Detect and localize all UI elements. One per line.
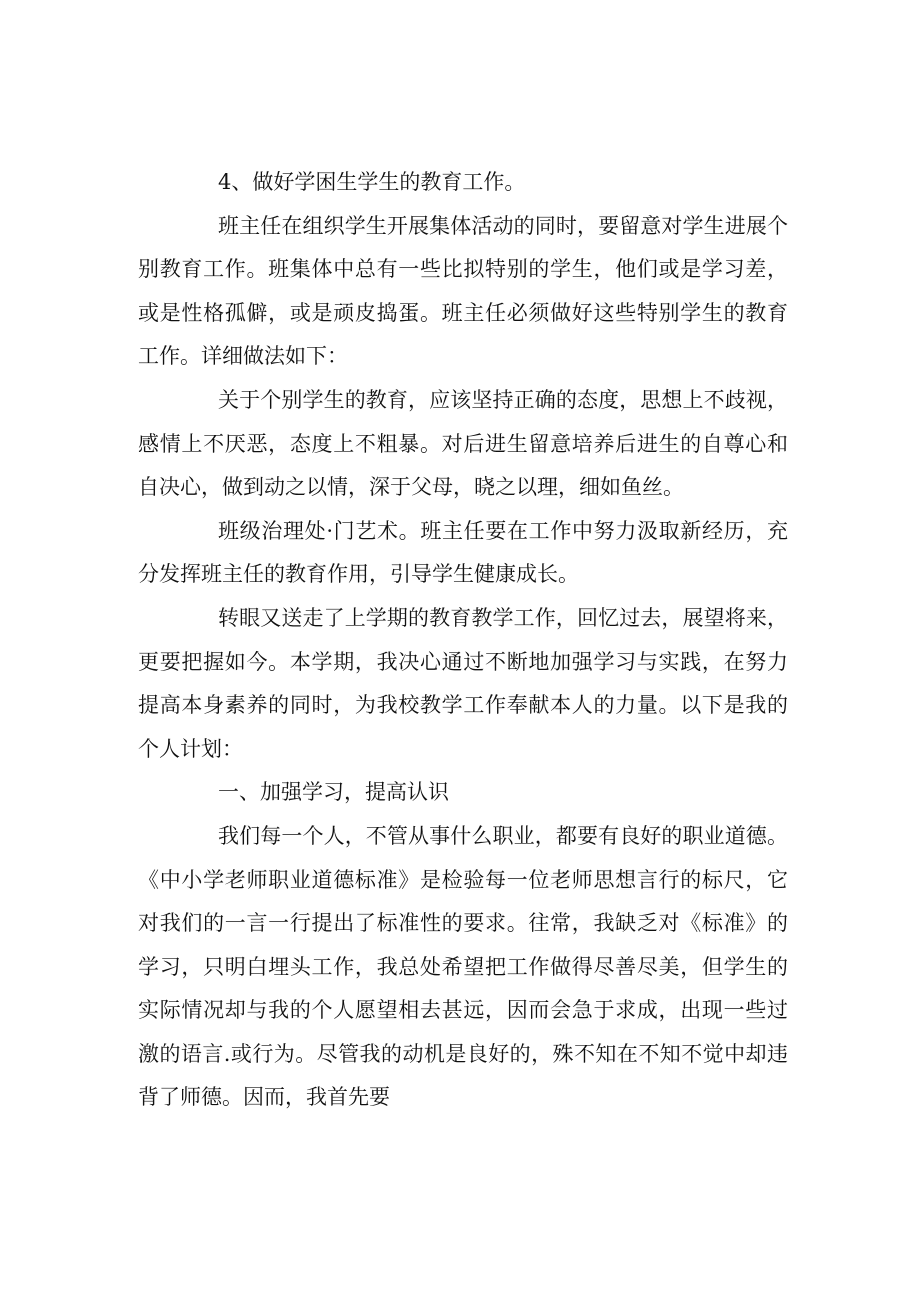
document-body [138, 161, 788, 1120]
paragraph-correct-attitude: 关于个别学生的教育，应该坚持正确的态度，思想上不歧视，感情上不厌恶，态度上不粗暴。对后进生留意培养后进生的自尊心和自决心，做到动之以情，深于父母，晓之以理，细如鱼丝。 [138, 387, 788, 500]
paragraph-section-4-heading: 4、做好学困生学生的教育工作。 [218, 170, 526, 194]
paragraph-professional-ethics: 我们每一个人，不管从事什么职业，都要有良好的职业道德。《中小学老师职业道德标准》是检验每一位老师思想言行的标尺，它对我们的一言一行提出了标准性的要求。往常，我缺乏对《标准》的学习，只明白埋头工作，我总处希望把工作做得尽善尽美，但学生的实际情况却与我的个人愿望相去甚远，因而会急于求成，出现一些过激的语言.或行为。尽管我的动机是良好的，殊不知在不知不觉中却违背了师德。因而，我首先要 [138, 823, 788, 1110]
paragraph-semester-plan: 转眼又送走了上学期的教育教学工作，回忆过去，展望将来，更要把握如今。本学期，我决心通过不断地加强学习与实践，在努力提高本身素养的同时，为我校教学工作奉献本人的力量。以下是我的个人计划： [138, 605, 788, 761]
paragraph-individual-education: 班主任在组织学生开展集体活动的同时，要留意对学生进展个别教育工作。班集体中总有一些比拟特别的学生，他们或是学习差，或是性格孤僻，或是顽皮捣蛋。班主任必须做好这些特别学生的教育工作。详细做法如下： [138, 213, 788, 369]
paragraph-section-1-heading: 一、加强学习，提高认识 [218, 780, 449, 805]
paragraph-class-management: 班级治理处·门艺术。班主任要在工作中努力汲取新经历，充分发挥班主任的教育作用，引导学生健康成长。 [138, 518, 788, 587]
